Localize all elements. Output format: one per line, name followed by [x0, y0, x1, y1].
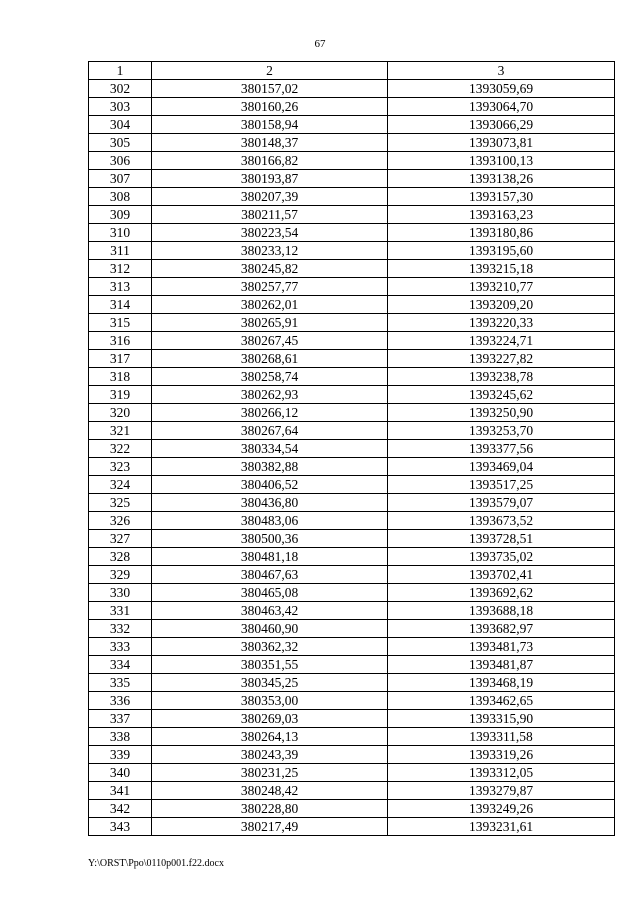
cell-y-coordinate: 1393073,81	[388, 134, 615, 152]
cell-point-number: 331	[89, 602, 152, 620]
cell-point-number: 306	[89, 152, 152, 170]
cell-point-number: 330	[89, 584, 152, 602]
table-row	[89, 584, 615, 602]
cell-y-coordinate: 1393312,05	[388, 764, 615, 782]
cell-y-coordinate: 1393249,26	[388, 800, 615, 818]
cell-x-coordinate: 380265,91	[152, 314, 388, 332]
table-row	[89, 278, 615, 296]
cell-x-coordinate: 380228,80	[152, 800, 388, 818]
cell-y-coordinate: 1393481,87	[388, 656, 615, 674]
cell-x-coordinate: 380262,93	[152, 386, 388, 404]
table-row	[89, 602, 615, 620]
cell-x-coordinate: 380481,18	[152, 548, 388, 566]
table-body	[89, 80, 615, 836]
cell-y-coordinate: 1393215,18	[388, 260, 615, 278]
cell-y-coordinate: 1393702,41	[388, 566, 615, 584]
cell-x-coordinate: 380460,90	[152, 620, 388, 638]
cell-y-coordinate: 1393227,82	[388, 350, 615, 368]
cell-x-coordinate: 380334,54	[152, 440, 388, 458]
cell-x-coordinate: 380268,61	[152, 350, 388, 368]
table-row	[89, 98, 615, 116]
cell-y-coordinate: 1393059,69	[388, 80, 615, 98]
cell-x-coordinate: 380362,32	[152, 638, 388, 656]
table-row	[89, 314, 615, 332]
table-row	[89, 404, 615, 422]
cell-x-coordinate: 380248,42	[152, 782, 388, 800]
cell-y-coordinate: 1393066,29	[388, 116, 615, 134]
table-row	[89, 710, 615, 728]
cell-y-coordinate: 1393735,02	[388, 548, 615, 566]
table-row	[89, 548, 615, 566]
cell-x-coordinate: 380245,82	[152, 260, 388, 278]
cell-point-number: 339	[89, 746, 152, 764]
cell-x-coordinate: 380158,94	[152, 116, 388, 134]
cell-y-coordinate: 1393377,56	[388, 440, 615, 458]
table-row	[89, 512, 615, 530]
cell-x-coordinate: 380406,52	[152, 476, 388, 494]
table-row	[89, 332, 615, 350]
cell-point-number: 312	[89, 260, 152, 278]
cell-point-number: 341	[89, 782, 152, 800]
cell-x-coordinate: 380463,42	[152, 602, 388, 620]
cell-point-number: 302	[89, 80, 152, 98]
cell-point-number: 342	[89, 800, 152, 818]
cell-point-number: 314	[89, 296, 152, 314]
cell-y-coordinate: 1393064,70	[388, 98, 615, 116]
table-row	[89, 206, 615, 224]
cell-y-coordinate: 1393163,23	[388, 206, 615, 224]
cell-y-coordinate: 1393180,86	[388, 224, 615, 242]
cell-y-coordinate: 1393315,90	[388, 710, 615, 728]
table-row	[89, 638, 615, 656]
cell-y-coordinate: 1393157,30	[388, 188, 615, 206]
table-row	[89, 242, 615, 260]
cell-x-coordinate: 380500,36	[152, 530, 388, 548]
table-row	[89, 782, 615, 800]
cell-y-coordinate: 1393481,73	[388, 638, 615, 656]
cell-y-coordinate: 1393238,78	[388, 368, 615, 386]
cell-x-coordinate: 380262,01	[152, 296, 388, 314]
cell-y-coordinate: 1393209,20	[388, 296, 615, 314]
cell-point-number: 313	[89, 278, 152, 296]
table-header-row	[89, 62, 615, 80]
cell-x-coordinate: 380166,82	[152, 152, 388, 170]
table-row	[89, 566, 615, 584]
cell-x-coordinate: 380269,03	[152, 710, 388, 728]
cell-point-number: 328	[89, 548, 152, 566]
cell-y-coordinate: 1393682,97	[388, 620, 615, 638]
cell-x-coordinate: 380258,74	[152, 368, 388, 386]
cell-y-coordinate: 1393319,26	[388, 746, 615, 764]
cell-point-number: 338	[89, 728, 152, 746]
cell-x-coordinate: 380436,80	[152, 494, 388, 512]
cell-y-coordinate: 1393250,90	[388, 404, 615, 422]
table-row	[89, 170, 615, 188]
cell-point-number: 317	[89, 350, 152, 368]
table-row	[89, 692, 615, 710]
cell-point-number: 325	[89, 494, 152, 512]
cell-x-coordinate: 380382,88	[152, 458, 388, 476]
cell-point-number: 318	[89, 368, 152, 386]
cell-x-coordinate: 380264,13	[152, 728, 388, 746]
cell-point-number: 332	[89, 620, 152, 638]
cell-x-coordinate: 380217,49	[152, 818, 388, 836]
cell-x-coordinate: 380233,12	[152, 242, 388, 260]
cell-y-coordinate: 1393728,51	[388, 530, 615, 548]
table-row	[89, 368, 615, 386]
cell-point-number: 303	[89, 98, 152, 116]
table-row	[89, 224, 615, 242]
cell-point-number: 324	[89, 476, 152, 494]
table-row	[89, 800, 615, 818]
cell-y-coordinate: 1393231,61	[388, 818, 615, 836]
table-row	[89, 80, 615, 98]
cell-point-number: 308	[89, 188, 152, 206]
cell-y-coordinate: 1393279,87	[388, 782, 615, 800]
table-row	[89, 188, 615, 206]
coordinates-table	[88, 61, 615, 836]
cell-point-number: 320	[89, 404, 152, 422]
table-row	[89, 458, 615, 476]
cell-point-number: 319	[89, 386, 152, 404]
footer-file-path: Y:\ORST\Ppo\0110p001.f22.docx	[88, 858, 224, 869]
table-row	[89, 674, 615, 692]
cell-point-number: 334	[89, 656, 152, 674]
table-row	[89, 350, 615, 368]
cell-x-coordinate: 380267,64	[152, 422, 388, 440]
cell-point-number: 335	[89, 674, 152, 692]
table-row	[89, 422, 615, 440]
table-row	[89, 620, 615, 638]
cell-point-number: 322	[89, 440, 152, 458]
cell-x-coordinate: 380223,54	[152, 224, 388, 242]
table-row	[89, 134, 615, 152]
table-row	[89, 476, 615, 494]
cell-point-number: 340	[89, 764, 152, 782]
table-row	[89, 260, 615, 278]
cell-y-coordinate: 1393138,26	[388, 170, 615, 188]
cell-x-coordinate: 380243,39	[152, 746, 388, 764]
cell-point-number: 304	[89, 116, 152, 134]
cell-y-coordinate: 1393469,04	[388, 458, 615, 476]
cell-point-number: 316	[89, 332, 152, 350]
table-row	[89, 764, 615, 782]
cell-point-number: 315	[89, 314, 152, 332]
column-header-x: 2	[152, 62, 388, 80]
cell-point-number: 321	[89, 422, 152, 440]
cell-y-coordinate: 1393692,62	[388, 584, 615, 602]
cell-y-coordinate: 1393579,07	[388, 494, 615, 512]
cell-point-number: 309	[89, 206, 152, 224]
cell-y-coordinate: 1393468,19	[388, 674, 615, 692]
cell-point-number: 343	[89, 818, 152, 836]
cell-point-number: 333	[89, 638, 152, 656]
cell-y-coordinate: 1393220,33	[388, 314, 615, 332]
cell-point-number: 311	[89, 242, 152, 260]
table-row	[89, 746, 615, 764]
cell-x-coordinate: 380257,77	[152, 278, 388, 296]
table-row	[89, 494, 615, 512]
cell-x-coordinate: 380160,26	[152, 98, 388, 116]
cell-y-coordinate: 1393253,70	[388, 422, 615, 440]
cell-point-number: 323	[89, 458, 152, 476]
cell-y-coordinate: 1393462,65	[388, 692, 615, 710]
table-row	[89, 152, 615, 170]
cell-point-number: 337	[89, 710, 152, 728]
cell-x-coordinate: 380467,63	[152, 566, 388, 584]
cell-point-number: 305	[89, 134, 152, 152]
cell-x-coordinate: 380483,06	[152, 512, 388, 530]
cell-x-coordinate: 380345,25	[152, 674, 388, 692]
cell-x-coordinate: 380351,55	[152, 656, 388, 674]
cell-point-number: 326	[89, 512, 152, 530]
cell-y-coordinate: 1393673,52	[388, 512, 615, 530]
cell-x-coordinate: 380353,00	[152, 692, 388, 710]
table-row	[89, 530, 615, 548]
cell-y-coordinate: 1393311,58	[388, 728, 615, 746]
cell-point-number: 307	[89, 170, 152, 188]
page-number: 67	[314, 38, 326, 50]
cell-x-coordinate: 380193,87	[152, 170, 388, 188]
cell-point-number: 336	[89, 692, 152, 710]
cell-y-coordinate: 1393210,77	[388, 278, 615, 296]
cell-x-coordinate: 380148,37	[152, 134, 388, 152]
cell-y-coordinate: 1393195,60	[388, 242, 615, 260]
column-header-point-number: 1	[89, 62, 152, 80]
cell-x-coordinate: 380157,02	[152, 80, 388, 98]
cell-y-coordinate: 1393100,13	[388, 152, 615, 170]
cell-point-number: 310	[89, 224, 152, 242]
cell-x-coordinate: 380267,45	[152, 332, 388, 350]
cell-point-number: 327	[89, 530, 152, 548]
cell-x-coordinate: 380465,08	[152, 584, 388, 602]
cell-x-coordinate: 380207,39	[152, 188, 388, 206]
cell-x-coordinate: 380211,57	[152, 206, 388, 224]
cell-point-number: 329	[89, 566, 152, 584]
cell-y-coordinate: 1393224,71	[388, 332, 615, 350]
cell-y-coordinate: 1393517,25	[388, 476, 615, 494]
cell-y-coordinate: 1393688,18	[388, 602, 615, 620]
table-row	[89, 386, 615, 404]
column-header-y: 3	[388, 62, 615, 80]
table-row	[89, 116, 615, 134]
table-row	[89, 440, 615, 458]
table-row	[89, 656, 615, 674]
table-row	[89, 728, 615, 746]
table-row	[89, 818, 615, 836]
cell-y-coordinate: 1393245,62	[388, 386, 615, 404]
cell-x-coordinate: 380231,25	[152, 764, 388, 782]
cell-x-coordinate: 380266,12	[152, 404, 388, 422]
table-row	[89, 296, 615, 314]
